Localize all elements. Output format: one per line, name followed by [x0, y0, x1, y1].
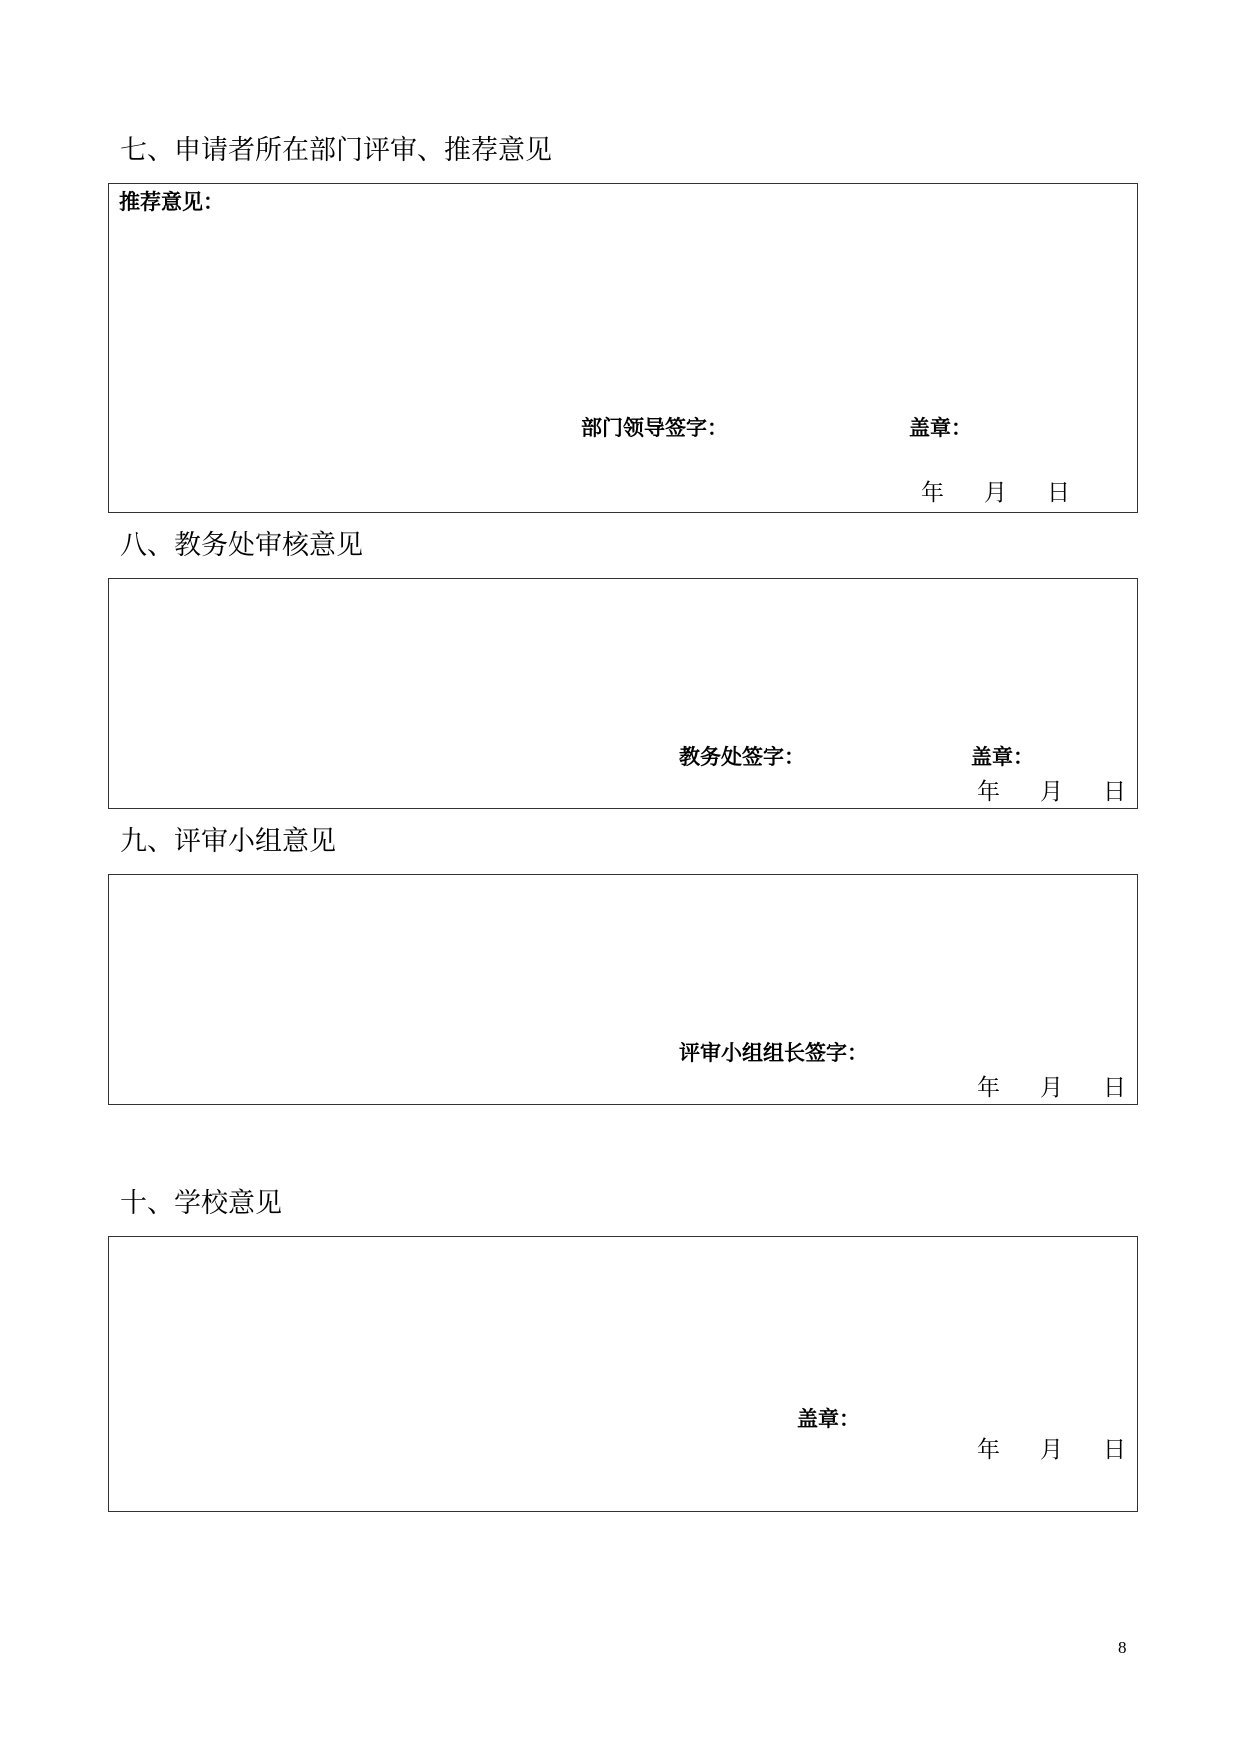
section-10-heading: 十、学校意见 [120, 1188, 282, 1219]
date-day: 日 [1047, 480, 1070, 506]
academic-affairs-signature-label: 教务处签字： [679, 744, 805, 769]
section-7-opinion-box[interactable] [108, 183, 1138, 513]
seal-label: 盖章： [797, 1406, 860, 1431]
date-day: 日 [1103, 1437, 1126, 1463]
date-month: 月 [1040, 779, 1063, 805]
section-7-heading: 七、申请者所在部门评审、推荐意见 [120, 135, 552, 166]
seal-label: 盖章： [971, 744, 1034, 769]
section-9-heading: 九、评审小组意见 [120, 826, 336, 857]
date-day: 日 [1103, 779, 1126, 805]
section-9-opinion-box[interactable] [108, 874, 1138, 1105]
date-year: 年 [977, 1437, 1000, 1463]
page-number: 8 [1118, 1638, 1127, 1657]
date-line [977, 1435, 1137, 1465]
date-month: 月 [984, 480, 1007, 506]
section-8-opinion-box[interactable] [108, 578, 1138, 809]
seal-label: 盖章： [909, 415, 972, 440]
section-8-heading: 八、教务处审核意见 [120, 530, 363, 561]
date-year: 年 [921, 480, 944, 506]
review-panel-leader-signature-label: 评审小组组长签字： [679, 1040, 868, 1065]
date-year: 年 [977, 779, 1000, 805]
recommendation-label: 推荐意见： [119, 189, 224, 214]
date-month: 月 [1040, 1437, 1063, 1463]
date-year: 年 [977, 1075, 1000, 1101]
date-line [977, 777, 1137, 807]
date-line [977, 1073, 1137, 1103]
section-10-opinion-box[interactable] [108, 1236, 1138, 1512]
department-leader-signature-label: 部门领导签字： [581, 415, 728, 440]
date-month: 月 [1040, 1075, 1063, 1101]
date-line [921, 478, 1081, 508]
date-day: 日 [1103, 1075, 1126, 1101]
